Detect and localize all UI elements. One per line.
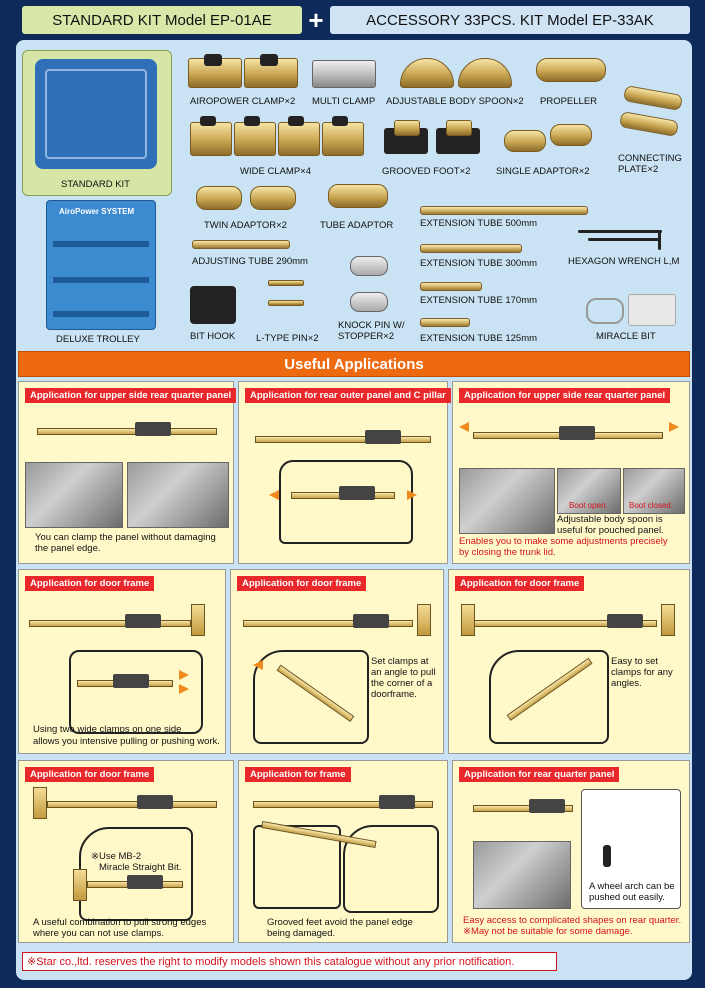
ext-tube-125-image [420, 318, 470, 327]
app-7-note-2: Miracle Straight Bit. [99, 862, 182, 873]
app-box-1 [18, 381, 234, 564]
app-3-arrow-right [669, 422, 679, 432]
airopower-clamp-knob-1 [204, 54, 222, 66]
knock-pin-label-2: STOPPER×2 [338, 331, 395, 342]
app-1-photo-1 [25, 462, 123, 528]
app-4-arrow-2 [179, 684, 189, 694]
app-box-8 [238, 760, 448, 943]
app-7-plate [33, 787, 47, 819]
l-pin-image-1 [268, 280, 304, 286]
knock-pin-image-2 [350, 292, 388, 312]
deluxe-trolley-image [46, 200, 156, 330]
airopower-clamp-label: AIROPOWER CLAMP×2 [190, 96, 296, 107]
app-6-caption-2: clamps for any [611, 667, 673, 678]
wide-clamp-image-2 [234, 122, 276, 156]
knock-pin-image-1 [350, 256, 388, 276]
app-6-caption-1: Easy to set [611, 656, 658, 667]
app-5-tool [243, 620, 413, 625]
ext-tube-500-image [420, 206, 588, 215]
plus-sign: + [308, 5, 324, 35]
app-9-tool [473, 805, 573, 810]
wide-clamp-knob-3 [288, 116, 304, 126]
app-box-4 [18, 569, 226, 754]
app-8-tool [253, 801, 433, 806]
app-title-4: Application for door frame [25, 576, 154, 591]
app-3-red-2: by closing the trunk lid. [459, 547, 556, 558]
twin-adaptor-image-1 [196, 186, 242, 210]
trolley-shelf-2 [53, 277, 149, 283]
app-title-7: Application for door frame [25, 767, 154, 782]
app-box-5 [230, 569, 444, 754]
adjusting-tube-image [192, 240, 290, 249]
single-adaptor-image-2 [550, 124, 592, 146]
useful-applications-banner: Useful Applications [18, 351, 690, 377]
miracle-bit-label: MIRACLE BIT [596, 331, 656, 342]
app-1-caption-2: the panel edge. [35, 543, 101, 554]
app-7-caption-1: A useful combination to pull strong edges [33, 917, 207, 928]
ext-tube-170-image [420, 282, 482, 291]
app-9-red-2: ※May not be suitable for some damage. [463, 926, 633, 937]
app-7-caption-2: where you can not use clamps. [33, 928, 164, 939]
app-5-arrow [253, 660, 263, 670]
single-adaptor-label: SINGLE ADAPTOR×2 [496, 166, 590, 177]
app-9-red-1: Easy access to complicated shapes on rear quarter. [463, 915, 682, 926]
app-box-2 [238, 381, 448, 564]
app-3-caption-1: Adjustable body spoon is [557, 514, 663, 525]
app-3-boot-open: Boot open. [569, 501, 608, 510]
wide-clamp-knob-4 [332, 116, 348, 126]
propeller-image [536, 58, 606, 82]
app-title-2: Application for rear outer panel and C pillar [245, 388, 451, 403]
modification-notice: ※Star co.,ltd. reserves the right to modify models shown this catalogue without any prior notification. [22, 952, 557, 971]
l-pin-image-2 [268, 300, 304, 306]
app-6-tool [467, 620, 657, 625]
ext-tube-170-label: EXTENSION TUBE 170mm [420, 295, 538, 306]
trolley-shelf-1 [53, 241, 149, 247]
bit-hook-label: BIT HOOK [190, 331, 236, 342]
miracle-bit-image-2 [628, 294, 676, 326]
wide-clamp-label: WIDE CLAMP×4 [240, 166, 312, 177]
wide-clamp-image-3 [278, 122, 320, 156]
app-3-arrow-left [459, 422, 469, 432]
hex-wrench-image-2 [588, 238, 660, 241]
app-6-plate-1 [461, 604, 475, 636]
app-2-tool-2 [291, 492, 395, 497]
app-title-9: Application for rear quarter panel [459, 767, 619, 782]
twin-adaptor-image-2 [250, 186, 296, 210]
app-2-arrow-right [407, 490, 417, 500]
standard-kit-label: STANDARD KIT [61, 179, 130, 190]
app-3-caption-2: useful for pouched panel. [557, 525, 664, 536]
app-7-door-frame [79, 827, 193, 921]
app-9-caption-2: pushed out easily. [589, 892, 665, 903]
app-4-arrow-1 [179, 670, 189, 680]
app-9-caption-1: A wheel arch can be [589, 881, 675, 892]
knock-pin-label-1: KNOCK PIN W/ [338, 320, 405, 331]
miracle-bit-image-1 [586, 298, 624, 324]
app-5-caption-2: an angle to pull [371, 667, 436, 678]
app-5-caption-4: doorframe. [371, 689, 417, 700]
wide-clamp-knob-2 [244, 116, 260, 126]
hex-wrench-label: HEXAGON WRENCH L,M [568, 256, 680, 267]
tube-adaptor-label: TUBE ADAPTOR [320, 220, 394, 231]
app-9-diagram-tool [603, 845, 611, 867]
app-3-boot-closed: Boot closed. [629, 501, 674, 510]
hex-wrench-bend [658, 230, 661, 250]
app-5-caption-3: the corner of a [371, 678, 433, 689]
app-1-caption-1: You can clamp the panel without damaging [35, 532, 216, 543]
app-title-1: Application for upper side rear quarter panel [25, 388, 236, 403]
ext-tube-500-label: EXTENSION TUBE 500mm [420, 218, 538, 229]
tool-case-image [35, 59, 157, 169]
app-4-tool-2 [77, 680, 173, 685]
app-4-tool [29, 620, 191, 625]
app-title-8: Application for frame [245, 767, 351, 782]
wide-clamp-image-4 [322, 122, 364, 156]
twin-adaptor-label: TWIN ADAPTOR×2 [204, 220, 287, 231]
app-4-caption-2: allows you intensive pulling or pushing work. [33, 736, 220, 747]
trolley-brand: AiroPower SYSTEM [59, 207, 135, 216]
airopower-clamp-knob-2 [260, 54, 278, 66]
app-box-9 [452, 760, 690, 943]
app-box-7 [18, 760, 234, 943]
propeller-label: PROPELLER [540, 96, 598, 107]
deluxe-trolley-label: DELUXE TROLLEY [56, 334, 140, 345]
ext-tube-300-label: EXTENSION TUBE 300mm [420, 258, 538, 269]
l-type-pin-label: L-TYPE PIN×2 [256, 333, 319, 344]
app-2-arrow-left [269, 490, 279, 500]
trolley-shelf-3 [53, 311, 149, 317]
connecting-plate-label-1: CONNECTING [618, 153, 682, 164]
connecting-plate-label-2: PLATE×2 [618, 164, 659, 175]
wide-clamp-image-1 [190, 122, 232, 156]
bit-hook-image [190, 286, 236, 324]
app-7-tool-2 [87, 881, 183, 886]
tube-adaptor-image [328, 184, 388, 208]
app-7-note-1: ※Use MB-2 [91, 851, 142, 862]
app-5-plate-1 [417, 604, 431, 636]
app-9-photo [473, 841, 571, 909]
app-6-plate-2 [661, 604, 675, 636]
app-2-tool [255, 436, 431, 441]
hex-wrench-image-1 [578, 230, 662, 233]
app-title-6: Application for door frame [455, 576, 584, 591]
app-box-3 [452, 381, 690, 564]
app-6-caption-3: angles. [611, 678, 642, 689]
app-box-6 [448, 569, 690, 754]
app-4-caption-1: Using two wide clamps on one side [33, 724, 182, 735]
adjusting-tube-label: ADJUSTING TUBE 290mm [192, 256, 308, 267]
single-adaptor-image-1 [504, 130, 546, 152]
accessory-kit-header: ACCESSORY 33PCS. KIT Model EP-33AK [330, 6, 690, 34]
app-1-tool [37, 428, 217, 433]
app-title-3: Application for upper side rear quarter panel [459, 388, 670, 403]
app-3-photo-1 [459, 468, 555, 534]
app-2-car-outline [279, 460, 413, 544]
ext-tube-125-label: EXTENSION TUBE 125mm [420, 333, 538, 344]
body-spoon-label: ADJUSTABLE BODY SPOON×2 [386, 96, 524, 107]
multi-clamp-label: MULTI CLAMP [312, 96, 376, 107]
app-5-caption-1: Set clamps at [371, 656, 429, 667]
app-8-caption-1: Grooved feet avoid the panel edge [267, 917, 413, 928]
app-7-tool [47, 801, 217, 806]
app-3-red-1: Enables you to make some adjustments precisely [459, 536, 668, 547]
grooved-foot-top-2 [446, 120, 472, 136]
ext-tube-300-image [420, 244, 522, 253]
app-8-caption-2: being damaged. [267, 928, 336, 939]
standard-kit-card [22, 50, 172, 196]
standard-kit-header: STANDARD KIT Model EP-01AE [22, 6, 302, 34]
app-4-plate-1 [191, 604, 205, 636]
grooved-foot-label: GROOVED FOOT×2 [382, 166, 471, 177]
app-1-photo-2 [127, 462, 229, 528]
wide-clamp-knob-1 [200, 116, 216, 126]
app-5-door-frame [253, 650, 369, 744]
app-3-tool [473, 432, 663, 437]
app-7-plate-2 [73, 869, 87, 901]
app-title-5: Application for door frame [237, 576, 366, 591]
multi-clamp-image [312, 60, 376, 88]
grooved-foot-top-1 [394, 120, 420, 136]
